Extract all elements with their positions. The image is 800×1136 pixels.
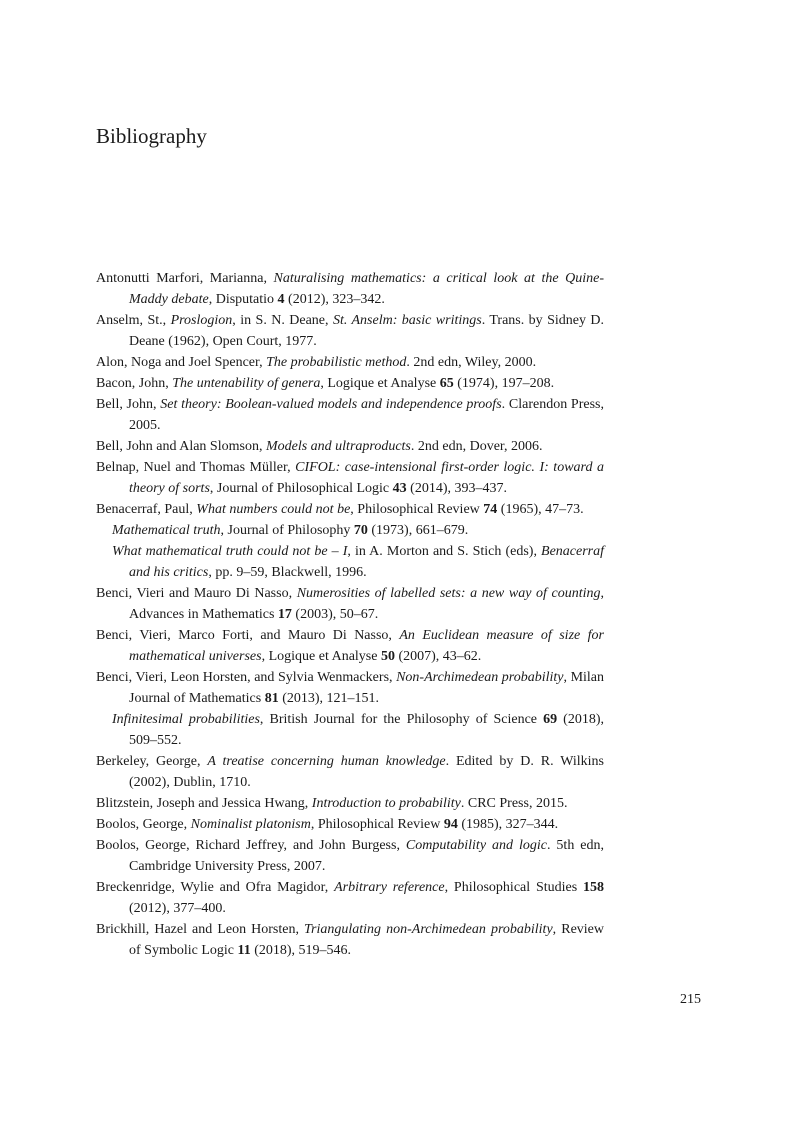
entry-text: . 5th edn, Cambridge University Press, 2007. — [129, 838, 605, 874]
entry-text: , in A. Morton and S. Stich (eds), — [347, 544, 542, 559]
bibliography-entry — [96, 709, 604, 751]
entry-title-text: Introduction to probability — [311, 796, 461, 811]
entry-volume-text: 69 — [543, 712, 558, 727]
entry-title-text: A treatise concerning human knowledge — [207, 754, 446, 769]
entry-title-text: Naturalising mathematics: a critical look at the Quine-Maddy debate — [129, 271, 604, 307]
entry-text: Antonutti Marfori, Marianna, — [96, 271, 274, 286]
entry-text: Alon, Noga and Joel Spencer, — [96, 355, 267, 370]
entry-text: Breckenridge, Wylie and Ofra Magidor, — [96, 880, 335, 895]
entry-text: (2003), 50–67. — [291, 607, 379, 622]
bibliography-entry — [96, 394, 604, 436]
entry-text: Benci, Vieri, Leon Horsten, and Sylvia Wenmackers, — [96, 670, 397, 685]
entry-text: , Journal of Philosophical Logic — [209, 481, 393, 496]
entry-text: , Philosophical Studies — [444, 880, 583, 895]
entry-volume-text: 43 — [392, 481, 407, 496]
entry-volume-text: 74 — [483, 502, 498, 517]
entry-text: (2012), 323–342. — [284, 292, 385, 307]
entry-text: , Philosophical Review — [350, 502, 484, 517]
entry-title-text: Numerosities of labelled sets: a new way of counting — [296, 586, 601, 601]
entry-text: , Disputatio — [208, 292, 278, 307]
bibliography-entry — [96, 457, 604, 499]
bibliography-entry — [96, 751, 604, 793]
bibliography-entry — [96, 814, 604, 835]
entry-text: . Edited by D. R. Wilkins (2002), Dublin, 1710. — [129, 754, 604, 790]
bibliography-entry — [96, 352, 604, 373]
entry-text: (1974), 197–208. — [453, 376, 555, 391]
entry-volume-text: 81 — [264, 691, 279, 706]
entry-text: Bacon, John, — [96, 376, 173, 391]
entry-text: Blitzstein, Joseph and Jessica Hwang, — [96, 796, 312, 811]
entry-volume-text: 94 — [443, 817, 458, 832]
bibliography-entry — [96, 541, 604, 583]
entry-text: Boolos, George, — [96, 817, 191, 832]
entry-text: Boolos, George, Richard Jeffrey, and John Burgess, — [96, 838, 406, 853]
entry-volume-text: 158 — [583, 880, 604, 895]
entry-text: (1985), 327–344. — [457, 817, 559, 832]
entry-text: (2012), 377–400. — [129, 901, 226, 916]
entry-text: (2014), 393–437. — [406, 481, 507, 496]
entry-text: , British Journal for the Philosophy of Science — [259, 712, 544, 727]
entry-title-text: The untenability of genera — [172, 376, 321, 391]
entry-title-text: Computability and logic — [405, 838, 547, 853]
entry-text: (2013), 121–151. — [278, 691, 380, 706]
entry-text: . 2nd edn, Dover, 2006. — [410, 439, 543, 454]
entry-text: Anselm, St., — [96, 313, 171, 328]
bibliography-entry — [96, 499, 604, 520]
entry-title-text: Arbitrary reference — [334, 880, 445, 895]
bibliography-entry — [96, 268, 604, 310]
entry-text: , Review of Symbolic Logic — [129, 922, 604, 958]
entry-text: , pp. 9–59, Blackwell, 1996. — [208, 565, 367, 580]
entry-text: Bell, John and Alan Slomson, — [96, 439, 266, 454]
entry-title-text: St. Anselm: basic writings — [332, 313, 482, 328]
entry-text: Berkeley, George, — [96, 754, 208, 769]
entry-text: . Trans. by Sidney D. Deane (1962), Open Court, 1977. — [129, 313, 605, 349]
entry-text: , Milan Journal of Mathematics — [129, 670, 605, 706]
entry-text: (2007), 43–62. — [394, 649, 482, 664]
bibliography-entry — [96, 310, 604, 352]
bibliography-entry — [96, 373, 604, 394]
entry-title-text: Non-Archimedean probability — [396, 670, 564, 685]
entry-title-text: What numbers could not be — [196, 502, 351, 517]
entry-text: (1973), 661–679. — [367, 523, 469, 538]
entry-text: , Logique et Analyse — [261, 649, 381, 664]
entry-title-text: The probabilistic method — [266, 355, 407, 370]
entry-text: . 2nd edn, Wiley, 2000. — [406, 355, 537, 370]
entry-title-text: Infinitesimal probabilities — [112, 712, 260, 727]
entry-text: Benci, Vieri, Marco Forti, and Mauro Di Nasso, — [96, 628, 400, 643]
bibliography-entry — [96, 436, 604, 457]
entry-volume-text: 50 — [380, 649, 395, 664]
entry-title-text: Mathematical truth — [112, 523, 221, 538]
entry-title-text: Models and ultraproducts — [265, 439, 411, 454]
entry-text: , in S. N. Deane, — [232, 313, 333, 328]
entry-text: (2018), 519–546. — [250, 943, 352, 958]
entry-text: Brickhill, Hazel and Leon Horsten, — [96, 922, 305, 937]
entry-title-text: Set theory: Boolean-valued models and independence proofs — [160, 397, 502, 412]
bibliography-entry — [96, 877, 604, 919]
entry-text: Benacerraf, Paul, — [96, 502, 197, 517]
entry-text: (2018), 509–552. — [129, 712, 605, 748]
entry-text: . Clarendon Press, 2005. — [129, 397, 604, 433]
bibliography-entry — [96, 625, 604, 667]
bibliography-entry — [96, 520, 604, 541]
entry-volume-text: 17 — [277, 607, 292, 622]
entry-text: (1965), 47–73. — [497, 502, 584, 517]
bibliography-entry — [96, 793, 604, 814]
entry-volume-text: 4 — [277, 292, 285, 307]
entry-text: , Advances in Mathematics — [129, 586, 604, 622]
entry-text: , Journal of Philosophy — [220, 523, 354, 538]
entry-text: Benci, Vieri and Mauro Di Nasso, — [96, 586, 297, 601]
bibliography-list — [96, 268, 604, 961]
page-title: Bibliography — [96, 124, 207, 148]
entry-text: , Logique et Analyse — [320, 376, 440, 391]
entry-volume-text: 11 — [237, 943, 251, 958]
bibliography-entry — [96, 835, 604, 877]
entry-text: . CRC Press, 2015. — [460, 796, 568, 811]
entry-title-text: Proslogion — [170, 313, 233, 328]
page-number: 215 — [680, 992, 701, 1007]
entry-title-text: An Euclidean measure of size for mathematical universes — [129, 628, 604, 664]
entry-volume-text: 70 — [353, 523, 368, 538]
bibliography-entry — [96, 667, 604, 709]
entry-text: Belnap, Nuel and Thomas Müller, — [96, 460, 296, 475]
entry-title-text: CIFOL: case-intensional first-order logic. I: toward a theory of sorts — [129, 460, 604, 496]
bibliography-entry — [96, 919, 604, 961]
bibliography-entry — [96, 583, 604, 625]
entry-volume-text: 65 — [439, 376, 454, 391]
entry-title-text: Benacerraf and his critics — [129, 544, 605, 580]
entry-title-text: Triangulating non-Archimedean probability — [304, 922, 553, 937]
entry-text: Bell, John, — [96, 397, 161, 412]
entry-title-text: Nominalist platonism — [190, 817, 311, 832]
entry-text: , Philosophical Review — [310, 817, 444, 832]
entry-title-text: What mathematical truth could not be – I — [112, 544, 348, 559]
